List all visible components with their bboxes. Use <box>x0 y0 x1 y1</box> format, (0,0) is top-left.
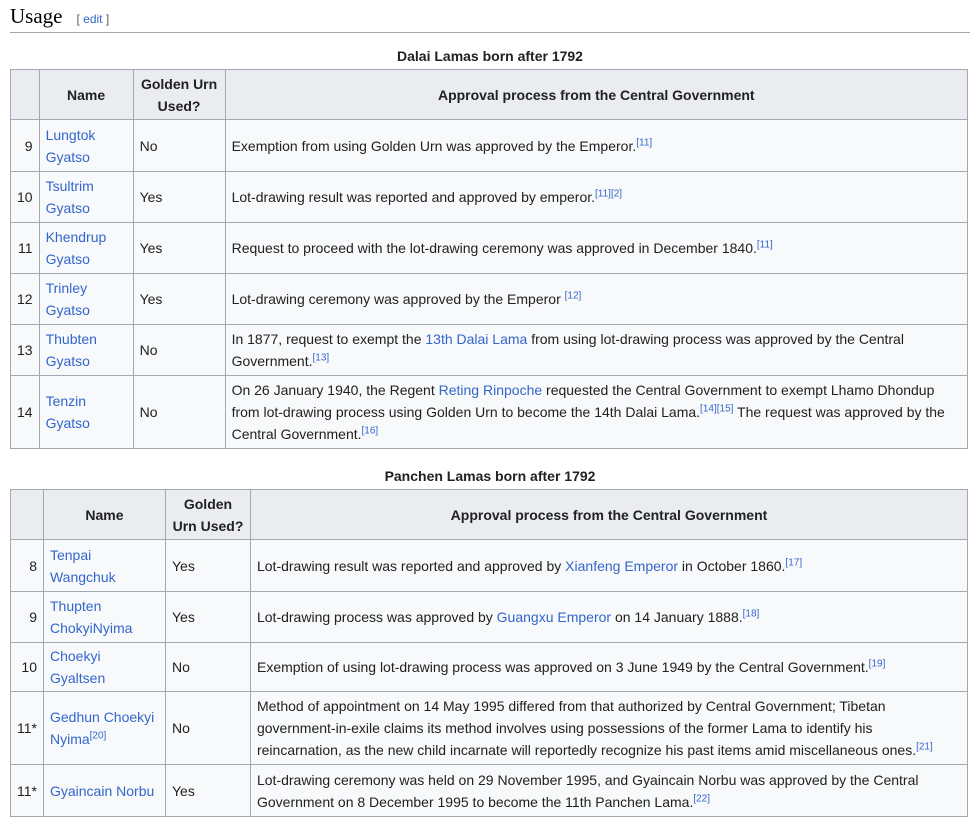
citation-ref[interactable]: [13] <box>312 352 330 364</box>
panchen-lamas-table <box>10 489 968 817</box>
row-number: 8 <box>11 540 44 592</box>
name-link[interactable]: Trinley Gyatso <box>45 280 90 318</box>
approval-cell: On 26 January 1940, the Regent Reting Rinpoche requested the Central Government to exempt Lhamo Dhondup from lot-drawing process using Golden Urn to become the 14th Dalai Lama.[14][15] The request was approved by the Central Government.[16] <box>225 376 967 449</box>
name-cell <box>43 765 165 817</box>
table-row <box>11 223 968 274</box>
name-cell <box>39 120 133 172</box>
golden-urn-cell: Yes <box>133 223 225 274</box>
row-number: 9 <box>11 592 44 643</box>
column-header-name: Name <box>43 490 165 540</box>
table-row <box>11 172 968 223</box>
name-link[interactable]: Gedhun Choekyi Nyima <box>49 709 155 747</box>
name-cell <box>43 692 165 765</box>
name-cell <box>39 172 133 223</box>
section-title: Usage <box>10 4 63 28</box>
golden-urn-cell: Yes <box>133 172 225 223</box>
approval-cell: Lot-drawing result was reported and approved by Xianfeng Emperor in October 1860.[17] <box>250 540 967 592</box>
row-number: 11 <box>11 223 40 274</box>
name-link[interactable]: Tsultrim Gyatso <box>45 178 94 216</box>
name-link[interactable]: Tenpai Wangchuk <box>49 546 116 585</box>
table-row <box>11 120 968 172</box>
article-link[interactable]: Reting Rinpoche <box>438 382 543 398</box>
article-link[interactable]: 13th Dalai Lama <box>425 331 528 347</box>
edit-link[interactable]: edit <box>83 12 103 26</box>
table-row <box>11 376 968 449</box>
column-header-number <box>11 70 40 120</box>
name-link[interactable]: Thupten ChokyiNyima <box>49 598 133 636</box>
column-header-approval: Approval process from the Central Government <box>250 490 967 540</box>
citation-ref[interactable]: [14][15] <box>700 403 734 415</box>
name-link[interactable]: Choekyi Gyaltsen <box>49 648 106 686</box>
column-header-golden-urn: Golden Urn Used? <box>133 70 225 120</box>
section-heading <box>10 0 970 33</box>
table-row <box>11 325 968 376</box>
approval-cell: Exemption from using Golden Urn was approved by the Emperor.[11] <box>225 120 967 172</box>
name-cell <box>39 376 133 449</box>
dalai-lamas-table <box>10 69 968 449</box>
column-header-golden-urn: Golden Urn Used? <box>165 490 250 540</box>
dalai-table-caption: Dalai Lamas born after 1792 <box>397 48 583 64</box>
citation-ref[interactable]: [22] <box>693 792 711 804</box>
table-header-row <box>11 490 968 540</box>
dalai-table-body <box>11 120 968 449</box>
name-cell <box>39 223 133 274</box>
citation-ref[interactable]: [19] <box>868 658 886 670</box>
row-number: 11* <box>11 765 44 817</box>
approval-cell: Lot-drawing ceremony was held on 29 November 1995, and Gyaincain Norbu was approved by the Central Government on 8 December 1995 to become the 11th Panchen Lama.[22] <box>250 765 967 817</box>
column-header-approval: Approval process from the Central Government <box>225 70 967 120</box>
citation-ref[interactable]: [11] <box>636 136 653 148</box>
table-row <box>11 765 968 817</box>
citation-ref[interactable]: [16] <box>361 425 379 437</box>
golden-urn-cell: Yes <box>165 592 250 643</box>
name-cell <box>43 540 165 592</box>
golden-urn-cell: No <box>133 120 225 172</box>
citation-ref[interactable]: [21] <box>916 741 933 753</box>
row-number: 13 <box>11 325 40 376</box>
name-cell <box>39 325 133 376</box>
name-link[interactable]: Lungtok Gyatso <box>45 126 96 165</box>
golden-urn-cell: No <box>165 692 250 765</box>
article-link[interactable]: Guangxu Emperor <box>496 609 612 625</box>
approval-cell: Request to proceed with the lot-drawing ceremony was approved in December 1840.[11] <box>225 223 967 274</box>
table-row <box>11 540 968 592</box>
panchen-table-caption: Panchen Lamas born after 1792 <box>384 468 596 484</box>
name-link[interactable]: Thubten Gyatso <box>45 331 97 369</box>
panchen-table-body <box>11 540 968 817</box>
row-number: 14 <box>11 376 40 449</box>
article-link[interactable]: Xianfeng Emperor <box>565 557 679 574</box>
row-number: 10 <box>11 643 44 692</box>
golden-urn-cell: Yes <box>165 540 250 592</box>
row-number: 10 <box>11 172 40 223</box>
golden-urn-cell: No <box>133 325 225 376</box>
citation-ref[interactable]: [18] <box>742 608 760 620</box>
approval-cell: Lot-drawing ceremony was approved by the Emperor [12] <box>225 274 967 325</box>
name-link[interactable]: Tenzin Gyatso <box>45 393 90 431</box>
golden-urn-cell: No <box>133 376 225 449</box>
name-link[interactable]: Khendrup Gyatso <box>45 229 107 267</box>
approval-cell: In 1877, request to exempt the 13th Dalai Lama from using lot-drawing process was approved by the Central Government.[13] <box>225 325 967 376</box>
column-header-name: Name <box>39 70 133 120</box>
golden-urn-cell: Yes <box>165 765 250 817</box>
name-cell <box>39 274 133 325</box>
citation-ref[interactable]: [11] <box>756 239 773 251</box>
approval-cell: Lot-drawing process was approved by Guangxu Emperor on 14 January 1888.[18] <box>250 592 967 643</box>
name-link[interactable]: Gyaincain Norbu <box>49 782 155 799</box>
row-number: 11* <box>11 692 44 765</box>
table-row <box>11 643 968 692</box>
column-header-number <box>11 490 44 540</box>
golden-urn-cell: Yes <box>133 274 225 325</box>
citation-ref[interactable]: [17] <box>785 556 803 568</box>
approval-cell: Exemption of using lot-drawing process was approved on 3 June 1949 by the Central Government.[19] <box>250 643 967 692</box>
approval-cell: Method of appointment on 14 May 1995 differed from that authorized by Central Government; Tibetan government-in-exile claims its method involves using possessions of the former Lama to identify his reincarnation, as the new child incarnate will reportedly recognize his past items amid miscellaneous ones.[21] <box>250 692 967 765</box>
table-row <box>11 592 968 643</box>
table-header-row <box>11 70 968 120</box>
name-cell <box>43 643 165 692</box>
name-cell <box>43 592 165 643</box>
citation-ref[interactable]: [11][2] <box>595 188 623 200</box>
approval-cell: Lot-drawing result was reported and approved by emperor.[11][2] <box>225 172 967 223</box>
golden-urn-cell: No <box>165 643 250 692</box>
table-row <box>11 274 968 325</box>
citation-ref[interactable]: [12] <box>564 290 582 302</box>
edit-section: [ edit ] <box>76 12 110 26</box>
table-row <box>11 692 968 765</box>
row-number: 12 <box>11 274 40 325</box>
citation-ref[interactable]: [20] <box>89 730 107 742</box>
row-number: 9 <box>11 120 40 172</box>
